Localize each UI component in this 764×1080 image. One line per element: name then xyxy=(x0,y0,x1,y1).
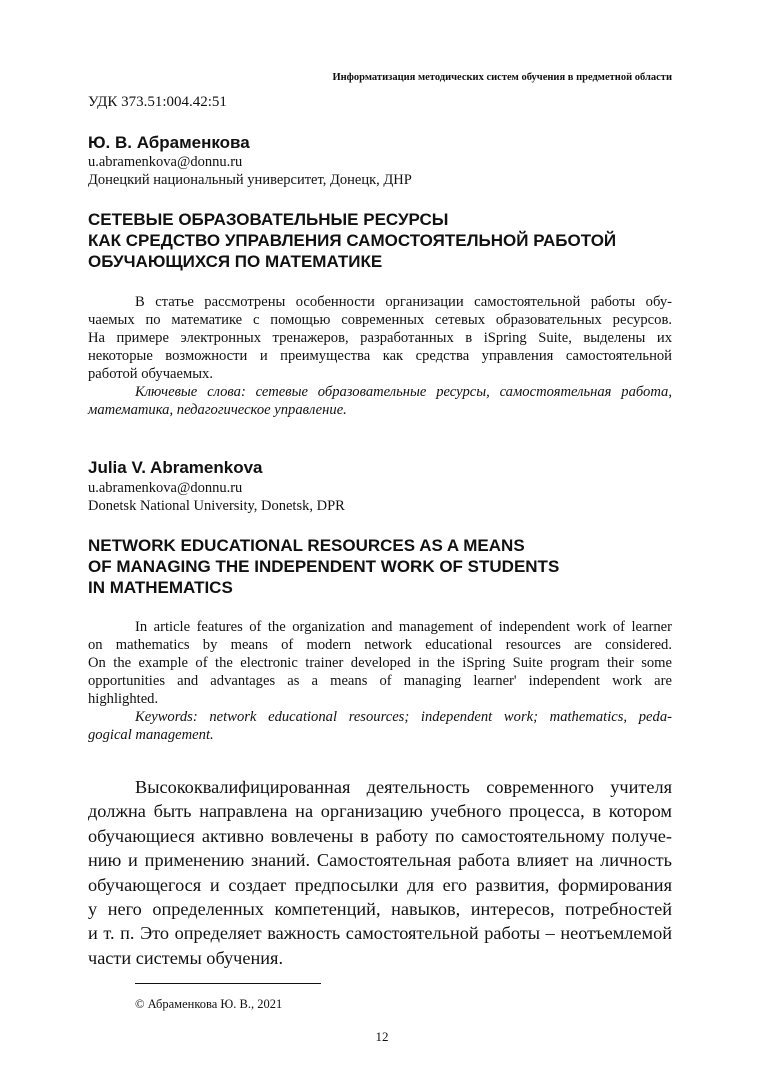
title-line: OF MANAGING THE INDEPENDENT WORK OF STUDENTS xyxy=(88,557,560,576)
body-line: нию и применению знаний. Самостоятельная работа влияет на личность xyxy=(88,850,672,871)
abstract-line: На примере электронных тренажеров, разработанных в iSpring Suite, выделены их xyxy=(88,330,672,346)
abstract-line: on mathematics by means of modern network educational resources are considered. xyxy=(88,637,672,653)
body-line: Высококвалифицированная деятельность современного учителя xyxy=(135,777,672,797)
abstract-line: В статье рассмотрены особенности организации самостоятельной работы обу- xyxy=(135,294,672,310)
body-line: части системы обучения. xyxy=(88,947,284,968)
author-en: Julia V. Abramenkova xyxy=(88,458,263,477)
footnote-divider xyxy=(135,983,321,984)
author-ru: Ю. В. Абраменкова xyxy=(88,133,250,152)
abstract-line: работой обучаемых. xyxy=(88,366,213,382)
abstract-en xyxy=(88,618,672,744)
running-header: Информатизация методических систем обучения в предметной области xyxy=(332,72,672,83)
body-line: и т. п. Это определяет важность самостоятельной работы – неотъемлемой xyxy=(88,923,672,944)
author-info-ru xyxy=(88,153,412,189)
abstract-line: чаемых по математике с помощью современных сетевых образовательных ресурсов. xyxy=(88,312,672,328)
title-line: КАК СРЕДСТВО УПРАВЛЕНИЯ САМОСТОЯТЕЛЬНОЙ РАБОТОЙ xyxy=(88,231,617,250)
title-line: СЕТЕВЫЕ ОБРАЗОВАТЕЛЬНЫЕ РЕСУРСЫ xyxy=(88,210,449,229)
abstract-line: highlighted. xyxy=(88,691,159,707)
keywords-line: Ключевые слова: сетевые образовательные ресурсы, самостоятельная работа, xyxy=(135,384,672,400)
email-ru: u.abramenkova@donnu.ru xyxy=(88,154,243,170)
abstract-line: opportunities and advantages as a means of managing learner' independent work are xyxy=(88,673,672,689)
page-number: 12 xyxy=(375,1029,389,1044)
abstract-line: On the example of the electronic trainer developed in the iSpring Suite program their some xyxy=(88,655,672,671)
title-line: NETWORK EDUCATIONAL RESOURCES AS A MEANS xyxy=(88,536,525,555)
title-line: ОБУЧАЮЩИХСЯ ПО МАТЕМАТИКЕ xyxy=(88,252,383,271)
footnote: © Абраменкова Ю. В., 2021 xyxy=(135,997,283,1011)
affiliation-en: Donetsk National University, Donetsk, DPR xyxy=(88,498,345,514)
body-line: обучающиеся активно вовлечены в работу по самостоятельному получе- xyxy=(88,825,672,846)
title-line: IN MATHEMATICS xyxy=(88,578,233,597)
abstract-line: In article features of the organization and management of independent work of learner xyxy=(135,619,672,635)
keywords-line: Keywords: network educational resources; independent work; mathematics, peda- xyxy=(135,709,672,725)
body-line: должна быть направлена на организацию учебного процесса, в котором xyxy=(88,801,672,822)
abstract-ru xyxy=(88,293,672,419)
body-line: обучающегося и создает предпосылки для его развития, формирования xyxy=(88,874,672,895)
body-paragraph xyxy=(88,775,672,970)
title-en xyxy=(88,535,559,598)
email-en: u.abramenkova@donnu.ru xyxy=(88,480,243,496)
keywords-line: gogical management. xyxy=(88,727,214,743)
abstract-line: некоторые возможности и преимущества как средства управления самостоятельной xyxy=(88,348,672,364)
udc-code: УДК 373.51:004.42:51 xyxy=(88,94,227,110)
author-info-en xyxy=(88,479,345,515)
title-ru xyxy=(88,209,616,272)
keywords-line: математика, педагогическое управление. xyxy=(88,402,347,418)
affiliation-ru: Донецкий национальный университет, Донецк, ДНР xyxy=(88,172,412,188)
body-line: у него определенных компетенций, навыков, интересов, потребностей xyxy=(88,899,672,920)
